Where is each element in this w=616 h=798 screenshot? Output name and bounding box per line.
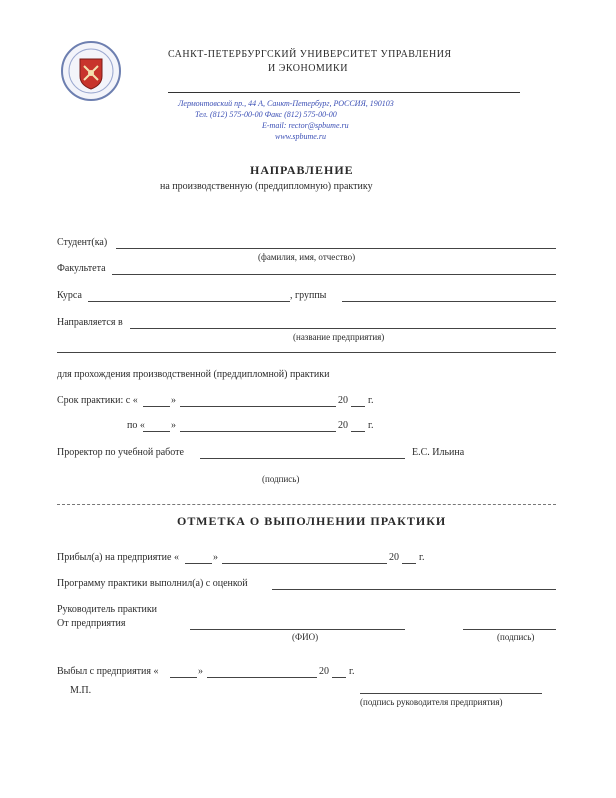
cut-line [57, 504, 556, 505]
organization-field-continuation[interactable] [57, 352, 556, 353]
term-to-year-field[interactable] [351, 431, 365, 432]
program-label: Программу практики выполнил(а) с оценкой [57, 578, 248, 589]
group-label: , группы [290, 290, 327, 301]
organization-field[interactable] [130, 328, 556, 329]
completion-title: ОТМЕТКА О ВЫПОЛНЕНИИ ПРАКТИКИ [177, 514, 447, 528]
student-label: Студент(ка) [57, 237, 108, 248]
prorector-signature-caption: (подпись) [262, 474, 300, 484]
supervisor-signature-field[interactable] [463, 629, 556, 630]
purpose-text: для прохождения производственной (преддипломной) практики [57, 369, 330, 380]
arrived-label: Прибыл(а) на предприятие « [57, 552, 179, 563]
organization-caption: (название предприятия) [293, 332, 385, 342]
term-from-day-field[interactable] [143, 406, 170, 407]
arrived-quote: » [213, 552, 218, 563]
email-line: E-mail: rector@spbume.ru [262, 121, 349, 130]
prorector-label: Проректор по учебной работе [57, 447, 184, 458]
term-from-year-suffix: г. [368, 395, 374, 406]
address-line: Лермонтовский пр., 44 А, Санкт-Петербург, РОССИЯ, 190103 [178, 99, 394, 108]
term-to-year-prefix: 20 [338, 420, 348, 431]
document-subtitle: на производственную (преддипломную) практику [160, 181, 373, 192]
supervisor-fio-field[interactable] [190, 629, 405, 630]
student-field[interactable] [116, 248, 556, 249]
document-title: НАПРАВЛЕНИЕ [250, 163, 354, 177]
fio-caption: (ФИО) [292, 632, 319, 642]
supervisor-label-2: От предприятия [57, 618, 126, 629]
university-logo-icon [60, 40, 122, 102]
grade-field[interactable] [272, 589, 556, 590]
arrived-day-field[interactable] [185, 563, 212, 564]
group-field[interactable] [342, 301, 556, 302]
supervisor-signature-caption: (подпись) [497, 632, 535, 642]
university-name-line2: И ЭКОНОМИКИ [268, 63, 348, 74]
university-name-line1: САНКТ-ПЕТЕРБУРГСКИЙ УНИВЕРСИТЕТ УПРАВЛЕНИЯ [168, 49, 452, 60]
departed-year-prefix: 20 [319, 666, 329, 677]
departed-year-field[interactable] [332, 677, 346, 678]
faculty-field[interactable] [112, 274, 556, 275]
term-to-year-suffix: г. [368, 420, 374, 431]
arrived-year-suffix: г. [419, 552, 425, 563]
prorector-signature-field[interactable] [200, 458, 405, 459]
departed-month-field[interactable] [207, 677, 317, 678]
term-from-label: Срок практики: с « [57, 395, 138, 406]
head-signature-caption: (подпись руководителя предприятия) [360, 697, 503, 707]
arrived-month-field[interactable] [222, 563, 387, 564]
term-from-month-field[interactable] [180, 406, 336, 407]
term-to-label: по « [127, 420, 145, 431]
departed-quote: » [198, 666, 203, 677]
departed-day-field[interactable] [170, 677, 197, 678]
head-signature-field[interactable] [360, 693, 542, 694]
term-to-day-field[interactable] [143, 431, 170, 432]
departed-year-suffix: г. [349, 666, 355, 677]
prorector-name: Е.С. Ильина [412, 447, 465, 458]
term-from-quote: » [171, 395, 176, 406]
arrived-year-field[interactable] [402, 563, 416, 564]
supervisor-label-1: Руководитель практики [57, 604, 158, 615]
phone-line: Тел. (812) 575-00-00 Факс (812) 575-00-00 [195, 110, 337, 119]
course-label: Курса [57, 290, 82, 301]
faculty-label: Факультета [57, 263, 106, 274]
term-from-year-prefix: 20 [338, 395, 348, 406]
term-to-month-field[interactable] [180, 431, 336, 432]
header-divider [168, 92, 520, 93]
term-to-quote: » [171, 420, 176, 431]
departed-label: Выбыл с предприятия « [57, 666, 159, 677]
term-from-year-field[interactable] [351, 406, 365, 407]
course-field[interactable] [88, 301, 290, 302]
arrived-year-prefix: 20 [389, 552, 399, 563]
web-line: www.spbume.ru [275, 132, 326, 141]
stamp-label: М.П. [70, 685, 92, 696]
student-caption: (фамилия, имя, отчество) [258, 252, 356, 262]
sent-to-label: Направляется в [57, 317, 123, 328]
